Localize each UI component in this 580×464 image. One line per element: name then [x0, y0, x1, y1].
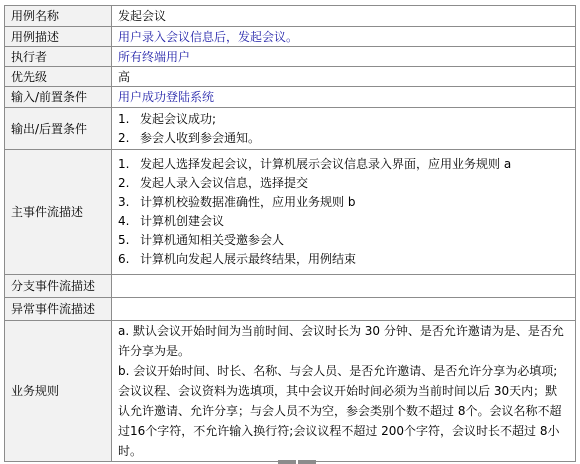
row-use-case-name	[5, 6, 576, 27]
list-item-number: 1.	[118, 157, 130, 171]
value-business-rules	[112, 321, 576, 462]
value-exception-flow	[112, 298, 576, 321]
value-priority: 高	[112, 67, 576, 87]
list-item-number: 6.	[118, 252, 130, 266]
row-use-case-description	[5, 27, 576, 47]
list-item	[118, 212, 569, 231]
list-item-text: 计算机校验数据准确性，应用业务规则 b	[140, 195, 356, 209]
list-item-number: 2.	[118, 130, 130, 145]
row-main-flow	[5, 150, 576, 275]
label-use-case-name: 用例名称	[5, 6, 112, 27]
value-precondition: 用户成功登陆系统	[112, 87, 576, 108]
list-item-number: 4.	[118, 214, 130, 228]
list-item-number: 5.	[118, 233, 130, 247]
list-item	[118, 129, 569, 148]
list-item-number: 1.	[118, 111, 130, 126]
label-business-rules: 业务规则	[5, 321, 112, 462]
list-item	[118, 193, 569, 212]
business-rule-b: b. 会议开始时间、时长、名称、与会人员、是否允许邀请、是否允许分享为必填项;会议议程、会议资料为选填项，其中会议开始时间必须为当前时间以后 30天内；默认允许邀请、允许分享；与会人员不为空，参会类别个数不超过 8个。会议名称不超过16个字符，不允许输入换行符;会议议程不超过 200个字符，会议时长不超过 8小时。	[118, 364, 562, 458]
list-item	[118, 174, 569, 193]
label-postcondition: 输出/后置条件	[5, 108, 112, 150]
row-exception-flow	[5, 298, 576, 321]
label-actor: 执行者	[5, 47, 112, 67]
list-item-text: 计算机创建会议	[140, 214, 225, 228]
scroll-handle[interactable]	[278, 460, 316, 464]
list-item-text: 发起会议成功;	[140, 111, 217, 126]
list-item	[118, 250, 569, 269]
use-case-table	[4, 5, 576, 462]
value-branch-flow	[112, 275, 576, 298]
label-priority: 优先级	[5, 67, 112, 87]
row-precondition	[5, 87, 576, 108]
postcondition-list	[118, 110, 569, 148]
value-postcondition	[112, 108, 576, 150]
row-actor	[5, 47, 576, 67]
list-item-text: 发起人录入会议信息，选择提交	[140, 176, 309, 190]
list-item-number: 2.	[118, 176, 130, 190]
row-postcondition	[5, 108, 576, 150]
business-rule-a: a. 默认会议开始时间为当前时间、会议时长为 30 分钟、是否允许邀请为是、是否允许分享为是。	[118, 324, 564, 358]
list-item	[118, 155, 569, 174]
list-item-text: 发起人选择发起会议，计算机展示会议信息录入界面，应用业务规则 a	[140, 157, 512, 171]
list-item	[118, 231, 569, 250]
value-use-case-description: 用户录入会议信息后，发起会议。	[112, 27, 576, 47]
value-actor: 所有终端用户	[112, 47, 576, 67]
value-main-flow	[112, 150, 576, 275]
list-item-text: 计算机通知相关受邀参会人	[140, 233, 285, 247]
label-exception-flow: 异常事件流描述	[5, 298, 112, 321]
list-item	[118, 110, 569, 129]
row-business-rules	[5, 321, 576, 462]
value-use-case-name: 发起会议	[112, 6, 576, 27]
label-use-case-description: 用例描述	[5, 27, 112, 47]
row-branch-flow	[5, 275, 576, 298]
list-item-text: 计算机向发起人展示最终结果，用例结束	[140, 252, 357, 266]
label-branch-flow: 分支事件流描述	[5, 275, 112, 298]
list-item-number: 3.	[118, 195, 130, 209]
label-precondition: 输入/前置条件	[5, 87, 112, 108]
list-item-text: 参会人收到参会通知。	[140, 130, 261, 145]
label-main-flow: 主事件流描述	[5, 150, 112, 275]
main-flow-list	[118, 155, 569, 269]
row-priority	[5, 67, 576, 87]
